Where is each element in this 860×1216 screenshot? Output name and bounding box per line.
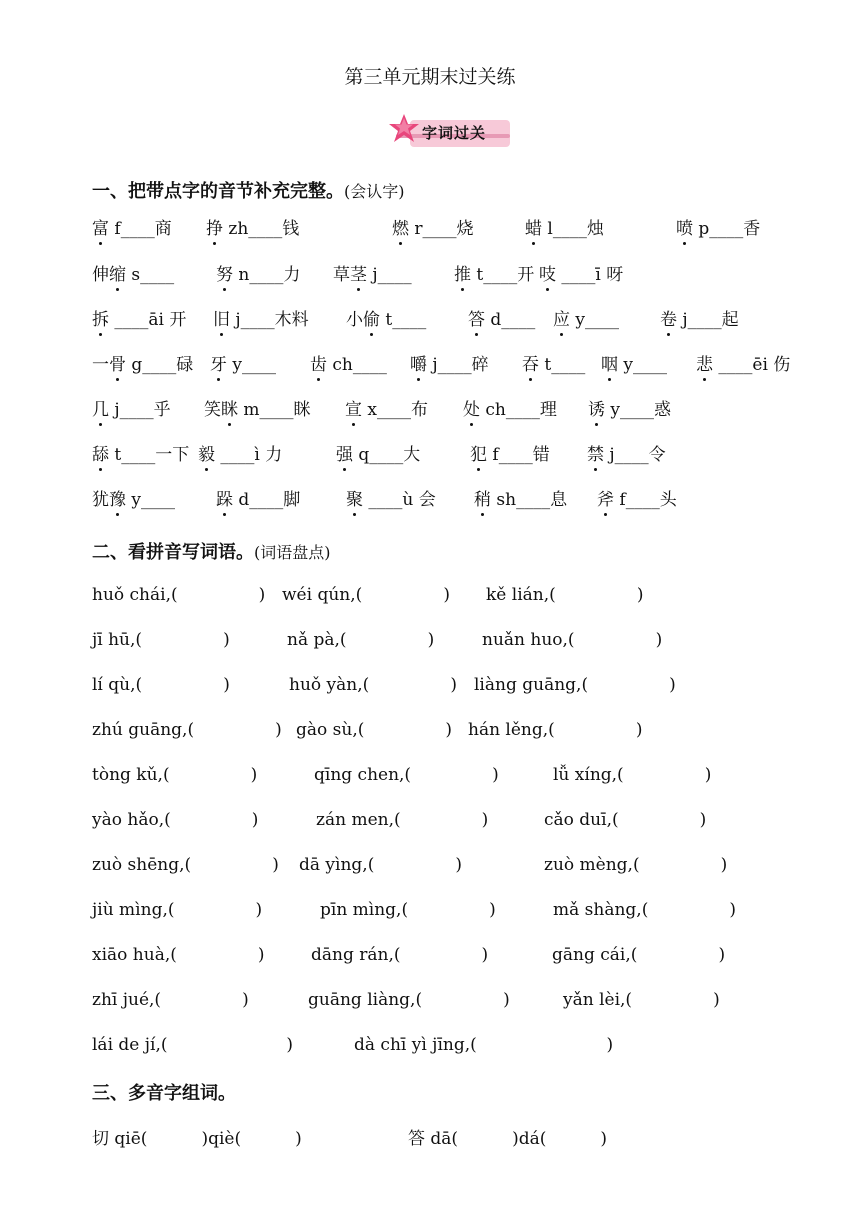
pinyin-item[interactable] (522, 350, 585, 375)
pinyin-item[interactable] (333, 260, 412, 285)
pinyin-blank: t____一下 (109, 445, 190, 465)
pinyin-word-item[interactable]: qīng chen,( ) (314, 765, 499, 785)
pinyin-blank: j____木料 (230, 310, 309, 330)
section1-heading (92, 177, 405, 203)
dotted-word: 一骨 (92, 355, 126, 375)
pinyin-item[interactable] (204, 395, 311, 420)
pinyin-blank: y____ (618, 355, 668, 375)
dotted-word: 宣 (345, 400, 362, 420)
dotted-word: 几 (92, 400, 109, 420)
pinyin-blank: t____ (539, 355, 586, 375)
dotted-word: 答 (468, 310, 485, 330)
dotted-word: 卷 (660, 310, 677, 330)
dotted-word: 努 (216, 265, 233, 285)
pinyin-word-item[interactable]: lái de jí,( ) (92, 1035, 294, 1055)
section2-row (92, 855, 812, 883)
pinyin-blank: ch____理 (480, 400, 557, 420)
section1-note: (会认字) (344, 182, 405, 201)
dotted-word: 强 (336, 445, 353, 465)
pinyin-blank: j____碎 (427, 355, 489, 375)
dotted-word: 应 (553, 310, 570, 330)
section2-heading (92, 538, 331, 564)
pinyin-word-item[interactable]: dāng rán,( ) (311, 945, 489, 965)
pinyin-blank: ____ī 呀 (556, 265, 624, 285)
pinyin-item[interactable] (454, 260, 534, 285)
pinyin-blank: l____烛 (542, 219, 604, 239)
section2-row (92, 630, 812, 658)
pinyin-word-item[interactable]: zhī jué,( ) (92, 990, 249, 1010)
dotted-word: 齿 (310, 355, 327, 375)
pinyin-blank: t____开 (471, 265, 535, 285)
dotted-word: 拆 (92, 310, 109, 330)
pinyin-word-item[interactable]: jī hū,( ) (92, 630, 230, 650)
pinyin-blank: j____乎 (109, 400, 171, 420)
dotted-word: 咽 (601, 355, 618, 375)
pinyin-blank: y____ (227, 355, 277, 375)
section2-row (92, 675, 812, 703)
pinyin-word-item[interactable]: pīn mìng,( ) (320, 900, 496, 920)
pinyin-blank: j____起 (677, 310, 739, 330)
pinyin-item[interactable] (198, 440, 282, 465)
pinyin-word-item[interactable]: xiāo huà,( ) (92, 945, 265, 965)
dotted-word: 舔 (92, 445, 109, 465)
pinyin-blank: ____ēi 伤 (713, 355, 791, 375)
dotted-word: 笑眯 (204, 400, 238, 420)
pinyin-blank: t____ (380, 310, 427, 330)
dotted-word: 犯 (470, 445, 487, 465)
pinyin-item[interactable] (92, 395, 171, 420)
section2-row (92, 900, 812, 928)
pinyin-word-item[interactable]: gāng cái,( ) (552, 945, 726, 965)
dotted-word: 小偷 (346, 310, 380, 330)
section2-note: (词语盘点) (254, 543, 331, 562)
dotted-word: 犹豫 (92, 490, 126, 510)
pinyin-word-item[interactable]: zán men,( ) (316, 810, 489, 830)
pinyin-blank: d____脚 (233, 490, 301, 510)
pinyin-item[interactable] (553, 305, 619, 330)
star-icon (388, 112, 424, 148)
dotted-word: 富 (92, 219, 109, 239)
pinyin-blank: j____ (367, 265, 412, 285)
pinyin-blank: ____ì 力 (215, 445, 283, 465)
pinyin-blank: y____ (570, 310, 620, 330)
pinyin-item[interactable] (392, 214, 474, 239)
pinyin-blank: m____眯 (238, 400, 311, 420)
pinyin-item[interactable] (213, 305, 309, 330)
pinyin-item[interactable] (92, 305, 186, 330)
pinyin-blank: q____大 (353, 445, 421, 465)
pinyin-word-item[interactable]: huǒ chái,( ) (92, 585, 266, 605)
section2-heading-text: 二、看拼音写词语。 (92, 542, 254, 563)
badge-label: 字词过关 (422, 124, 487, 142)
pinyin-item[interactable] (463, 395, 557, 420)
pinyin-item[interactable] (660, 305, 739, 330)
pinyin-blank: x____布 (362, 400, 428, 420)
dotted-word: 吱 (539, 265, 556, 285)
dotted-word: 吞 (522, 355, 539, 375)
pinyin-word-item[interactable]: lǚ xíng,( ) (553, 765, 712, 785)
section2-row (92, 585, 812, 613)
section1-row (92, 440, 812, 468)
dotted-word: 蜡 (525, 219, 542, 239)
pinyin-blank: sh____息 (491, 490, 568, 510)
pinyin-item[interactable] (539, 260, 623, 285)
pinyin-item[interactable] (92, 214, 172, 239)
pinyin-item[interactable] (206, 214, 299, 239)
section2-row (92, 765, 812, 793)
pinyin-blank: d____ (485, 310, 536, 330)
pinyin-word-item[interactable]: hán lěng,( ) (468, 720, 643, 740)
dotted-word: 毅 (198, 445, 215, 465)
pinyin-word-item[interactable]: zuò shēng,( ) (92, 855, 279, 875)
pinyin-word-item[interactable]: mǎ shàng,( ) (553, 900, 737, 920)
pinyin-word-item[interactable]: zuò mèng,( ) (544, 855, 728, 875)
section2-row (92, 720, 812, 748)
pinyin-blank: g____碌 (126, 355, 194, 375)
pinyin-blank: j____令 (604, 445, 666, 465)
dotted-word: 斧 (597, 490, 614, 510)
dotted-word: 聚 (346, 490, 363, 510)
pinyin-blank: r____烧 (409, 219, 474, 239)
polyphone-item[interactable]: 答 dā( )dá( ) (408, 1129, 608, 1149)
section3-row (92, 1124, 812, 1152)
polyphone-item[interactable]: 切 qiē( )qiè( ) (92, 1129, 302, 1149)
dotted-word: 喷 (676, 219, 693, 239)
dotted-word: 悲 (696, 355, 713, 375)
dotted-word: 挣 (206, 219, 223, 239)
pinyin-word-item[interactable]: wéi qún,( ) (282, 585, 450, 605)
pinyin-item[interactable] (410, 350, 489, 375)
pinyin-item[interactable] (92, 260, 174, 285)
section2-row (92, 945, 812, 973)
dotted-word: 稍 (474, 490, 491, 510)
pinyin-word-item[interactable]: gào sù,( ) (296, 720, 453, 740)
pinyin-item[interactable] (336, 440, 420, 465)
section1-row (92, 305, 812, 333)
pinyin-word-item[interactable]: nuǎn huo,( ) (482, 630, 663, 650)
section-badge (388, 112, 512, 150)
dotted-word: 嚼 (410, 355, 427, 375)
section1-row (92, 395, 812, 423)
pinyin-blank: y____ (126, 490, 176, 510)
pinyin-item[interactable] (474, 485, 567, 510)
pinyin-word-item[interactable]: dā yìng,( ) (299, 855, 463, 875)
section1-row (92, 485, 812, 513)
section1-row (92, 350, 812, 378)
dotted-word: 燃 (392, 219, 409, 239)
pinyin-word-item[interactable]: liàng guāng,( ) (474, 675, 676, 695)
dotted-word: 旧 (213, 310, 230, 330)
dotted-word: 诱 (588, 400, 605, 420)
pinyin-item[interactable] (310, 350, 387, 375)
pinyin-blank: ____ù 会 (363, 490, 436, 510)
pinyin-item[interactable] (597, 485, 677, 510)
pinyin-blank: f____头 (614, 490, 677, 510)
pinyin-item[interactable] (470, 440, 550, 465)
pinyin-word-item[interactable]: zhú guāng,( ) (92, 720, 282, 740)
pinyin-word-item[interactable]: nǎ pà,( ) (287, 630, 435, 650)
pinyin-item[interactable] (601, 350, 667, 375)
pinyin-blank: n____力 (233, 265, 301, 285)
pinyin-word-item[interactable]: dà chī yì jīng,( ) (354, 1035, 614, 1055)
pinyin-word-item[interactable]: jiù mìng,( ) (92, 900, 263, 920)
section3-heading: 三、多音字组词。 (92, 1083, 236, 1104)
pinyin-item[interactable] (588, 395, 671, 420)
pinyin-item[interactable] (676, 214, 760, 239)
dotted-word: 伸缩 (92, 265, 126, 285)
pinyin-word-item[interactable]: huǒ yàn,( ) (289, 675, 457, 695)
pinyin-blank: p____香 (693, 219, 761, 239)
pinyin-word-item[interactable]: yǎn lèi,( ) (563, 990, 720, 1010)
pinyin-item[interactable] (525, 214, 604, 239)
pinyin-item[interactable] (346, 305, 426, 330)
section1-row (92, 214, 812, 242)
page-title: 第三单元期末过关练 (344, 66, 516, 88)
dotted-word: 草茎 (333, 265, 367, 285)
pinyin-item[interactable] (92, 440, 189, 465)
dotted-word: 处 (463, 400, 480, 420)
dotted-word: 牙 (210, 355, 227, 375)
pinyin-item[interactable] (345, 395, 428, 420)
section2-row (92, 1035, 812, 1063)
pinyin-blank: f____错 (487, 445, 550, 465)
section2-row (92, 990, 812, 1018)
pinyin-blank: ____āi 开 (109, 310, 187, 330)
pinyin-blank: y____惑 (605, 400, 672, 420)
pinyin-word-item[interactable]: kě lián,( ) (486, 585, 644, 605)
pinyin-item[interactable] (216, 260, 300, 285)
dotted-word: 禁 (587, 445, 604, 465)
pinyin-blank: f____商 (109, 219, 172, 239)
pinyin-blank: ch____ (327, 355, 387, 375)
pinyin-word-item[interactable]: yào hǎo,( ) (92, 810, 259, 830)
pinyin-item[interactable] (468, 305, 535, 330)
section1-row (92, 260, 812, 288)
pinyin-item[interactable] (696, 350, 790, 375)
pinyin-item[interactable] (216, 485, 300, 510)
pinyin-word-item[interactable]: lí qù,( ) (92, 675, 230, 695)
pinyin-item[interactable] (346, 485, 436, 510)
pinyin-word-item[interactable]: cǎo duī,( ) (544, 810, 707, 830)
pinyin-blank: zh____钱 (223, 219, 300, 239)
pinyin-word-item[interactable]: tòng kǔ,( ) (92, 765, 258, 785)
pinyin-item[interactable] (210, 350, 276, 375)
pinyin-blank: s____ (126, 265, 175, 285)
pinyin-item[interactable] (92, 485, 175, 510)
pinyin-item[interactable] (92, 350, 193, 375)
pinyin-word-item[interactable]: guāng liàng,( ) (308, 990, 510, 1010)
section2-row (92, 810, 812, 838)
dotted-word: 跺 (216, 490, 233, 510)
dotted-word: 推 (454, 265, 471, 285)
section1-heading-text: 一、把带点字的音节补充完整。 (92, 181, 344, 202)
pinyin-item[interactable] (587, 440, 666, 465)
